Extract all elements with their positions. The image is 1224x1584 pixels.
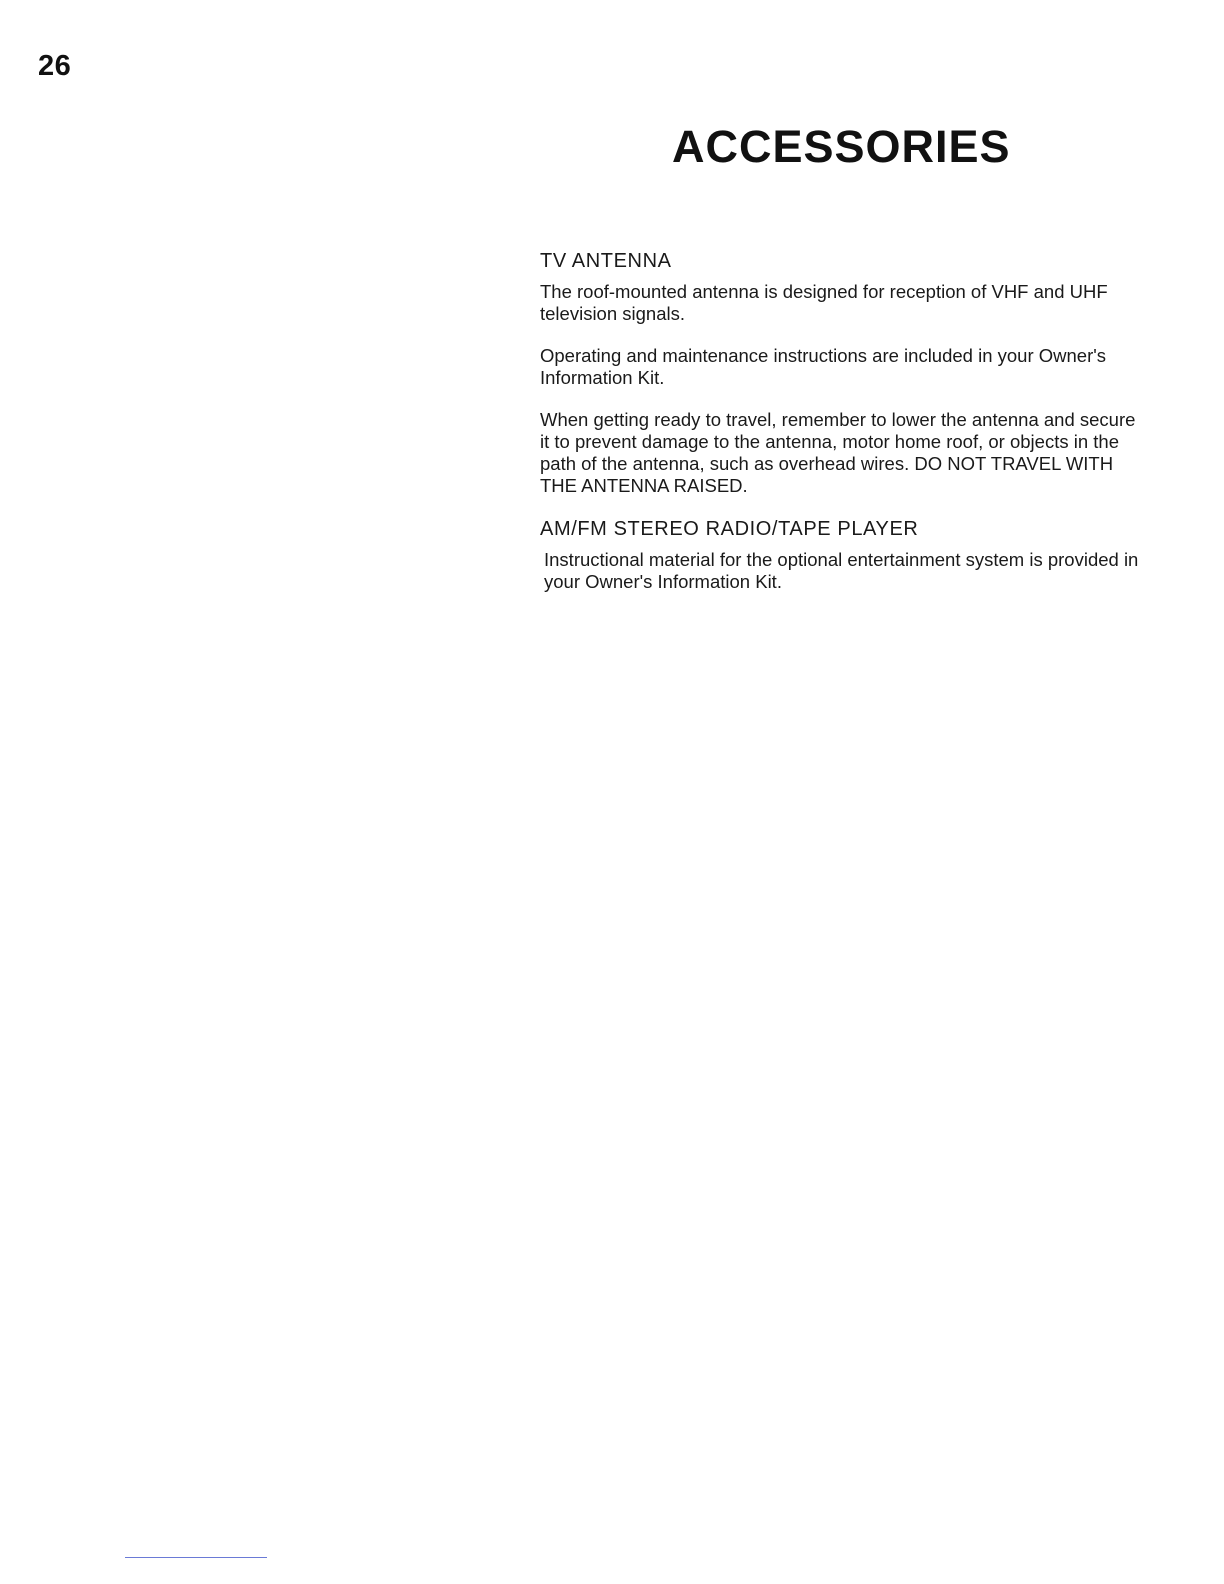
- paragraph: Instructional material for the optional entertainment system is provided in your Owner's Information Kit.: [544, 549, 1139, 592]
- section-heading-radio-tape-player: AM/FM STEREO RADIO/TAPE PLAYER: [540, 518, 919, 540]
- section-radio-tape-player: [540, 517, 1140, 593]
- section-tv-antenna: [540, 249, 1140, 497]
- content-column: [540, 249, 1140, 613]
- paragraph: The roof-mounted antenna is designed for reception of VHF and UHF television signals.: [540, 281, 1108, 324]
- footer-rule: [125, 1557, 267, 1558]
- page-number: 26: [38, 50, 72, 82]
- section-heading-tv-antenna: TV ANTENNA: [540, 250, 672, 272]
- paragraph: When getting ready to travel, remember to lower the antenna and secure it to prevent damage to the antenna, motor home roof, or objects in the path of the antenna, such as overhead wires. DO NOT TRAVEL WITH THE ANTENNA RAISED.: [540, 409, 1136, 496]
- paragraph: Operating and maintenance instructions are included in your Owner's Information Kit.: [540, 345, 1107, 388]
- page-title: ACCESSORIES: [672, 121, 1011, 172]
